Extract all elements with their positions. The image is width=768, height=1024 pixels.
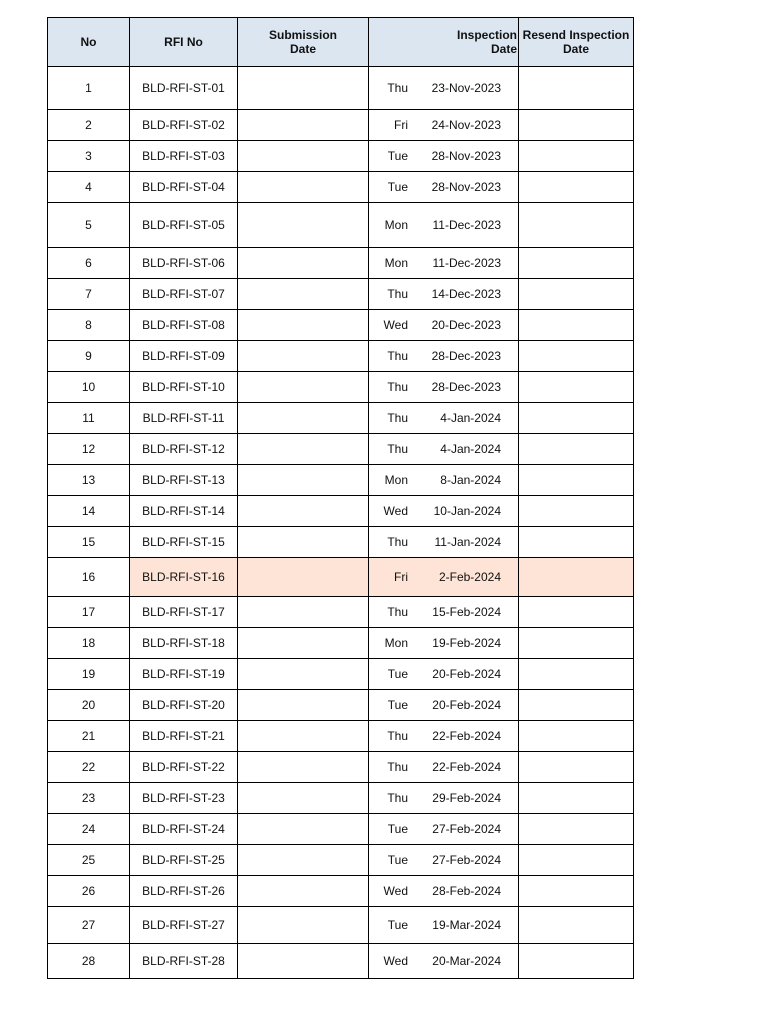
cell-inspection-date[interactable] <box>369 814 519 845</box>
cell-submission-date[interactable] <box>238 496 369 527</box>
table-row <box>48 783 634 814</box>
cell-no[interactable]: 10 <box>48 372 130 403</box>
cell-rfi-no[interactable]: BLD-RFI-ST-18 <box>130 628 238 659</box>
inspection-date-value: 20-Feb-2024 <box>432 667 501 681</box>
cell-submission-date[interactable] <box>238 690 369 721</box>
cell-no[interactable]: 12 <box>48 434 130 465</box>
header-row <box>48 18 634 67</box>
header-resend-inspection-date[interactable] <box>519 18 634 67</box>
table-row <box>48 248 634 279</box>
cell-submission-date[interactable] <box>238 628 369 659</box>
inspection-weekday: Thu <box>387 760 408 774</box>
cell-submission-date[interactable] <box>238 907 369 944</box>
cell-submission-date[interactable] <box>238 465 369 496</box>
cell-rfi-no[interactable]: BLD-RFI-ST-21 <box>130 721 238 752</box>
inspection-date-value: 20-Dec-2023 <box>431 318 501 332</box>
cell-submission-date[interactable] <box>238 110 369 141</box>
inspection-weekday: Thu <box>387 380 408 394</box>
cell-inspection-date[interactable] <box>369 141 519 172</box>
inspection-weekday: Wed <box>383 504 408 518</box>
cell-resend-inspection-date[interactable] <box>519 944 634 979</box>
cell-resend-inspection-date[interactable] <box>519 690 634 721</box>
inspection-date-value: 28-Nov-2023 <box>431 180 501 194</box>
cell-submission-date[interactable] <box>238 659 369 690</box>
inspection-date-value: 22-Feb-2024 <box>432 729 501 743</box>
cell-resend-inspection-date[interactable] <box>519 496 634 527</box>
cell-submission-date[interactable] <box>238 310 369 341</box>
cell-no[interactable]: 26 <box>48 876 130 907</box>
inspection-date-value: 4-Jan-2024 <box>440 442 501 456</box>
inspection-date-value: 28-Dec-2023 <box>431 380 501 394</box>
cell-resend-inspection-date[interactable] <box>519 110 634 141</box>
inspection-weekday: Tue <box>387 698 408 712</box>
inspection-date-value: 8-Jan-2024 <box>440 473 501 487</box>
cell-rfi-no[interactable]: BLD-RFI-ST-09 <box>130 341 238 372</box>
cell-no[interactable]: 1 <box>48 67 130 110</box>
cell-resend-inspection-date[interactable] <box>519 659 634 690</box>
cell-submission-date[interactable] <box>238 248 369 279</box>
inspection-weekday: Thu <box>387 81 408 95</box>
header-inspection-line1: Inspection <box>456 28 517 42</box>
header-submission-date[interactable] <box>238 18 369 67</box>
table-row <box>48 944 634 979</box>
cell-submission-date[interactable] <box>238 172 369 203</box>
cell-submission-date[interactable] <box>238 944 369 979</box>
cell-resend-inspection-date[interactable] <box>519 434 634 465</box>
table-row <box>48 341 634 372</box>
cell-rfi-no[interactable]: BLD-RFI-ST-23 <box>130 783 238 814</box>
cell-inspection-date[interactable] <box>369 527 519 558</box>
inspection-date-value: 23-Nov-2023 <box>431 81 501 95</box>
cell-submission-date[interactable] <box>238 558 369 597</box>
table-row <box>48 110 634 141</box>
inspection-date-value: 27-Feb-2024 <box>432 822 501 836</box>
cell-inspection-date[interactable] <box>369 628 519 659</box>
cell-resend-inspection-date[interactable] <box>519 403 634 434</box>
cell-inspection-date[interactable] <box>369 465 519 496</box>
cell-submission-date[interactable] <box>238 527 369 558</box>
cell-inspection-date[interactable] <box>369 597 519 628</box>
cell-resend-inspection-date[interactable] <box>519 465 634 496</box>
inspection-date-value: 19-Feb-2024 <box>432 636 501 650</box>
cell-no[interactable]: 9 <box>48 341 130 372</box>
cell-resend-inspection-date[interactable] <box>519 310 634 341</box>
cell-submission-date[interactable] <box>238 403 369 434</box>
cell-resend-inspection-date[interactable] <box>519 558 634 597</box>
cell-inspection-date[interactable] <box>369 752 519 783</box>
header-rfi-no[interactable]: RFI No <box>130 18 238 67</box>
cell-inspection-date[interactable] <box>369 659 519 690</box>
cell-rfi-no[interactable]: BLD-RFI-ST-06 <box>130 248 238 279</box>
inspection-weekday: Tue <box>387 918 408 932</box>
inspection-date-value: 4-Jan-2024 <box>440 411 501 425</box>
table-row <box>48 465 634 496</box>
cell-resend-inspection-date[interactable] <box>519 279 634 310</box>
cell-resend-inspection-date[interactable] <box>519 597 634 628</box>
cell-submission-date[interactable] <box>238 279 369 310</box>
cell-no[interactable]: 18 <box>48 628 130 659</box>
cell-resend-inspection-date[interactable] <box>519 907 634 944</box>
cell-no[interactable]: 11 <box>48 403 130 434</box>
cell-inspection-date[interactable] <box>369 403 519 434</box>
cell-submission-date[interactable] <box>238 814 369 845</box>
cell-submission-date[interactable] <box>238 752 369 783</box>
cell-no[interactable]: 16 <box>48 558 130 597</box>
table-row <box>48 141 634 172</box>
table-row <box>48 372 634 403</box>
table-row <box>48 310 634 341</box>
cell-inspection-date[interactable] <box>369 67 519 110</box>
cell-no[interactable]: 27 <box>48 907 130 944</box>
cell-rfi-no[interactable]: BLD-RFI-ST-03 <box>130 141 238 172</box>
cell-rfi-no[interactable]: BLD-RFI-ST-16 <box>130 558 238 597</box>
cell-inspection-date[interactable] <box>369 721 519 752</box>
inspection-weekday: Wed <box>383 318 408 332</box>
inspection-date-value: 2-Feb-2024 <box>438 570 501 584</box>
header-no[interactable]: No <box>48 18 130 67</box>
cell-resend-inspection-date[interactable] <box>519 172 634 203</box>
cell-rfi-no[interactable]: BLD-RFI-ST-12 <box>130 434 238 465</box>
cell-no[interactable]: 4 <box>48 172 130 203</box>
cell-submission-date[interactable] <box>238 845 369 876</box>
cell-inspection-date[interactable] <box>369 907 519 944</box>
table-row <box>48 434 634 465</box>
cell-inspection-date[interactable] <box>369 690 519 721</box>
cell-no[interactable]: 13 <box>48 465 130 496</box>
inspection-weekday: Mon <box>384 256 408 270</box>
cell-rfi-no[interactable]: BLD-RFI-ST-27 <box>130 907 238 944</box>
table-row <box>48 814 634 845</box>
header-resend-line1: Resend Inspection <box>522 28 630 42</box>
cell-resend-inspection-date[interactable] <box>519 876 634 907</box>
table-row <box>48 597 634 628</box>
cell-no[interactable]: 14 <box>48 496 130 527</box>
cell-submission-date[interactable] <box>238 141 369 172</box>
cell-inspection-date[interactable] <box>369 558 519 597</box>
inspection-weekday: Tue <box>387 667 408 681</box>
inspection-date-value: 10-Jan-2024 <box>433 504 501 518</box>
cell-resend-inspection-date[interactable] <box>519 721 634 752</box>
cell-resend-inspection-date[interactable] <box>519 783 634 814</box>
inspection-date-value: 19-Mar-2024 <box>432 918 501 932</box>
inspection-weekday: Tue <box>387 149 408 163</box>
inspection-date-value: 29-Feb-2024 <box>432 791 501 805</box>
cell-no[interactable]: 25 <box>48 845 130 876</box>
cell-inspection-date[interactable] <box>369 341 519 372</box>
cell-inspection-date[interactable] <box>369 372 519 403</box>
cell-rfi-no[interactable]: BLD-RFI-ST-25 <box>130 845 238 876</box>
cell-inspection-date[interactable] <box>369 310 519 341</box>
cell-submission-date[interactable] <box>238 783 369 814</box>
cell-submission-date[interactable] <box>238 372 369 403</box>
cell-rfi-no[interactable]: BLD-RFI-ST-22 <box>130 752 238 783</box>
cell-rfi-no[interactable]: BLD-RFI-ST-19 <box>130 659 238 690</box>
inspection-date-value: 11-Dec-2023 <box>432 256 501 270</box>
inspection-date-value: 28-Nov-2023 <box>431 149 501 163</box>
cell-rfi-no[interactable]: BLD-RFI-ST-14 <box>130 496 238 527</box>
cell-resend-inspection-date[interactable] <box>519 814 634 845</box>
table-row <box>48 172 634 203</box>
header-inspection-line2: Date <box>490 42 517 56</box>
cell-no[interactable]: 19 <box>48 659 130 690</box>
cell-no[interactable]: 28 <box>48 944 130 979</box>
inspection-date-value: 24-Nov-2023 <box>431 118 501 132</box>
rfi-table <box>47 17 634 979</box>
inspection-date-value: 28-Feb-2024 <box>432 884 501 898</box>
table-row <box>48 279 634 310</box>
cell-resend-inspection-date[interactable] <box>519 628 634 659</box>
cell-no[interactable]: 7 <box>48 279 130 310</box>
cell-inspection-date[interactable] <box>369 203 519 248</box>
cell-no[interactable]: 3 <box>48 141 130 172</box>
table-row <box>48 690 634 721</box>
cell-inspection-date[interactable] <box>369 248 519 279</box>
cell-inspection-date[interactable] <box>369 496 519 527</box>
header-resend-line2: Date <box>562 42 589 56</box>
cell-resend-inspection-date[interactable] <box>519 248 634 279</box>
header-submission-line2: Date <box>289 42 316 56</box>
cell-submission-date[interactable] <box>238 876 369 907</box>
cell-no[interactable]: 2 <box>48 110 130 141</box>
inspection-date-value: 15-Feb-2024 <box>432 605 501 619</box>
cell-inspection-date[interactable] <box>369 172 519 203</box>
inspection-date-value: 22-Feb-2024 <box>432 760 501 774</box>
cell-rfi-no[interactable]: BLD-RFI-ST-20 <box>130 690 238 721</box>
cell-submission-date[interactable] <box>238 721 369 752</box>
cell-rfi-no[interactable]: BLD-RFI-ST-13 <box>130 465 238 496</box>
inspection-weekday: Thu <box>387 411 408 425</box>
inspection-weekday: Thu <box>387 442 408 456</box>
cell-resend-inspection-date[interactable] <box>519 341 634 372</box>
cell-resend-inspection-date[interactable] <box>519 752 634 783</box>
cell-resend-inspection-date[interactable] <box>519 141 634 172</box>
inspection-weekday: Tue <box>387 822 408 836</box>
table-row <box>48 907 634 944</box>
cell-no[interactable]: 17 <box>48 597 130 628</box>
table-row <box>48 659 634 690</box>
cell-rfi-no[interactable]: BLD-RFI-ST-07 <box>130 279 238 310</box>
cell-no[interactable]: 21 <box>48 721 130 752</box>
table-row <box>48 876 634 907</box>
cell-inspection-date[interactable] <box>369 944 519 979</box>
table-row <box>48 752 634 783</box>
cell-inspection-date[interactable] <box>369 434 519 465</box>
table-row <box>48 496 634 527</box>
cell-rfi-no[interactable]: BLD-RFI-ST-15 <box>130 527 238 558</box>
inspection-weekday: Thu <box>387 287 408 301</box>
cell-resend-inspection-date[interactable] <box>519 203 634 248</box>
inspection-weekday: Thu <box>387 729 408 743</box>
cell-submission-date[interactable] <box>238 67 369 110</box>
cell-resend-inspection-date[interactable] <box>519 67 634 110</box>
cell-submission-date[interactable] <box>238 341 369 372</box>
table-row <box>48 67 634 110</box>
cell-rfi-no[interactable]: BLD-RFI-ST-10 <box>130 372 238 403</box>
cell-resend-inspection-date[interactable] <box>519 372 634 403</box>
inspection-weekday: Wed <box>383 954 408 968</box>
cell-inspection-date[interactable] <box>369 783 519 814</box>
inspection-date-value: 14-Dec-2023 <box>431 287 501 301</box>
cell-rfi-no[interactable]: BLD-RFI-ST-26 <box>130 876 238 907</box>
table-row <box>48 845 634 876</box>
inspection-weekday: Fri <box>394 118 408 132</box>
inspection-weekday: Thu <box>387 791 408 805</box>
cell-inspection-date[interactable] <box>369 876 519 907</box>
cell-rfi-no[interactable]: BLD-RFI-ST-01 <box>130 67 238 110</box>
inspection-weekday: Mon <box>384 218 408 232</box>
header-submission-line1: Submission <box>268 28 337 42</box>
table-row <box>48 403 634 434</box>
cell-inspection-date[interactable] <box>369 110 519 141</box>
cell-submission-date[interactable] <box>238 597 369 628</box>
inspection-weekday: Tue <box>387 180 408 194</box>
cell-rfi-no[interactable]: BLD-RFI-ST-17 <box>130 597 238 628</box>
inspection-weekday: Fri <box>394 570 408 584</box>
cell-resend-inspection-date[interactable] <box>519 527 634 558</box>
cell-rfi-no[interactable]: BLD-RFI-ST-05 <box>130 203 238 248</box>
table-row <box>48 558 634 597</box>
cell-no[interactable]: 23 <box>48 783 130 814</box>
table-row <box>48 628 634 659</box>
cell-rfi-no[interactable]: BLD-RFI-ST-24 <box>130 814 238 845</box>
inspection-weekday: Thu <box>387 535 408 549</box>
table-row <box>48 527 634 558</box>
inspection-weekday: Thu <box>387 349 408 363</box>
inspection-weekday: Mon <box>384 473 408 487</box>
inspection-date-value: 20-Feb-2024 <box>432 698 501 712</box>
cell-no[interactable]: 20 <box>48 690 130 721</box>
header-inspection-date[interactable] <box>369 18 519 67</box>
inspection-date-value: 20-Mar-2024 <box>432 954 501 968</box>
inspection-weekday: Wed <box>383 884 408 898</box>
cell-no[interactable]: 22 <box>48 752 130 783</box>
inspection-date-value: 11-Dec-2023 <box>432 218 501 232</box>
cell-rfi-no[interactable]: BLD-RFI-ST-08 <box>130 310 238 341</box>
cell-submission-date[interactable] <box>238 203 369 248</box>
inspection-weekday: Tue <box>387 853 408 867</box>
inspection-date-value: 28-Dec-2023 <box>431 349 501 363</box>
cell-no[interactable]: 8 <box>48 310 130 341</box>
inspection-weekday: Thu <box>387 605 408 619</box>
inspection-date-value: 27-Feb-2024 <box>432 853 501 867</box>
cell-inspection-date[interactable] <box>369 279 519 310</box>
table-row <box>48 721 634 752</box>
cell-rfi-no[interactable]: BLD-RFI-ST-02 <box>130 110 238 141</box>
cell-submission-date[interactable] <box>238 434 369 465</box>
cell-rfi-no[interactable]: BLD-RFI-ST-11 <box>130 403 238 434</box>
cell-no[interactable]: 6 <box>48 248 130 279</box>
table-body <box>48 67 634 979</box>
cell-rfi-no[interactable]: BLD-RFI-ST-04 <box>130 172 238 203</box>
cell-no[interactable]: 5 <box>48 203 130 248</box>
inspection-date-value: 11-Jan-2024 <box>434 535 501 549</box>
cell-no[interactable]: 24 <box>48 814 130 845</box>
table-row <box>48 203 634 248</box>
cell-inspection-date[interactable] <box>369 845 519 876</box>
cell-no[interactable]: 15 <box>48 527 130 558</box>
cell-resend-inspection-date[interactable] <box>519 845 634 876</box>
inspection-weekday: Mon <box>384 636 408 650</box>
cell-rfi-no[interactable]: BLD-RFI-ST-28 <box>130 944 238 979</box>
